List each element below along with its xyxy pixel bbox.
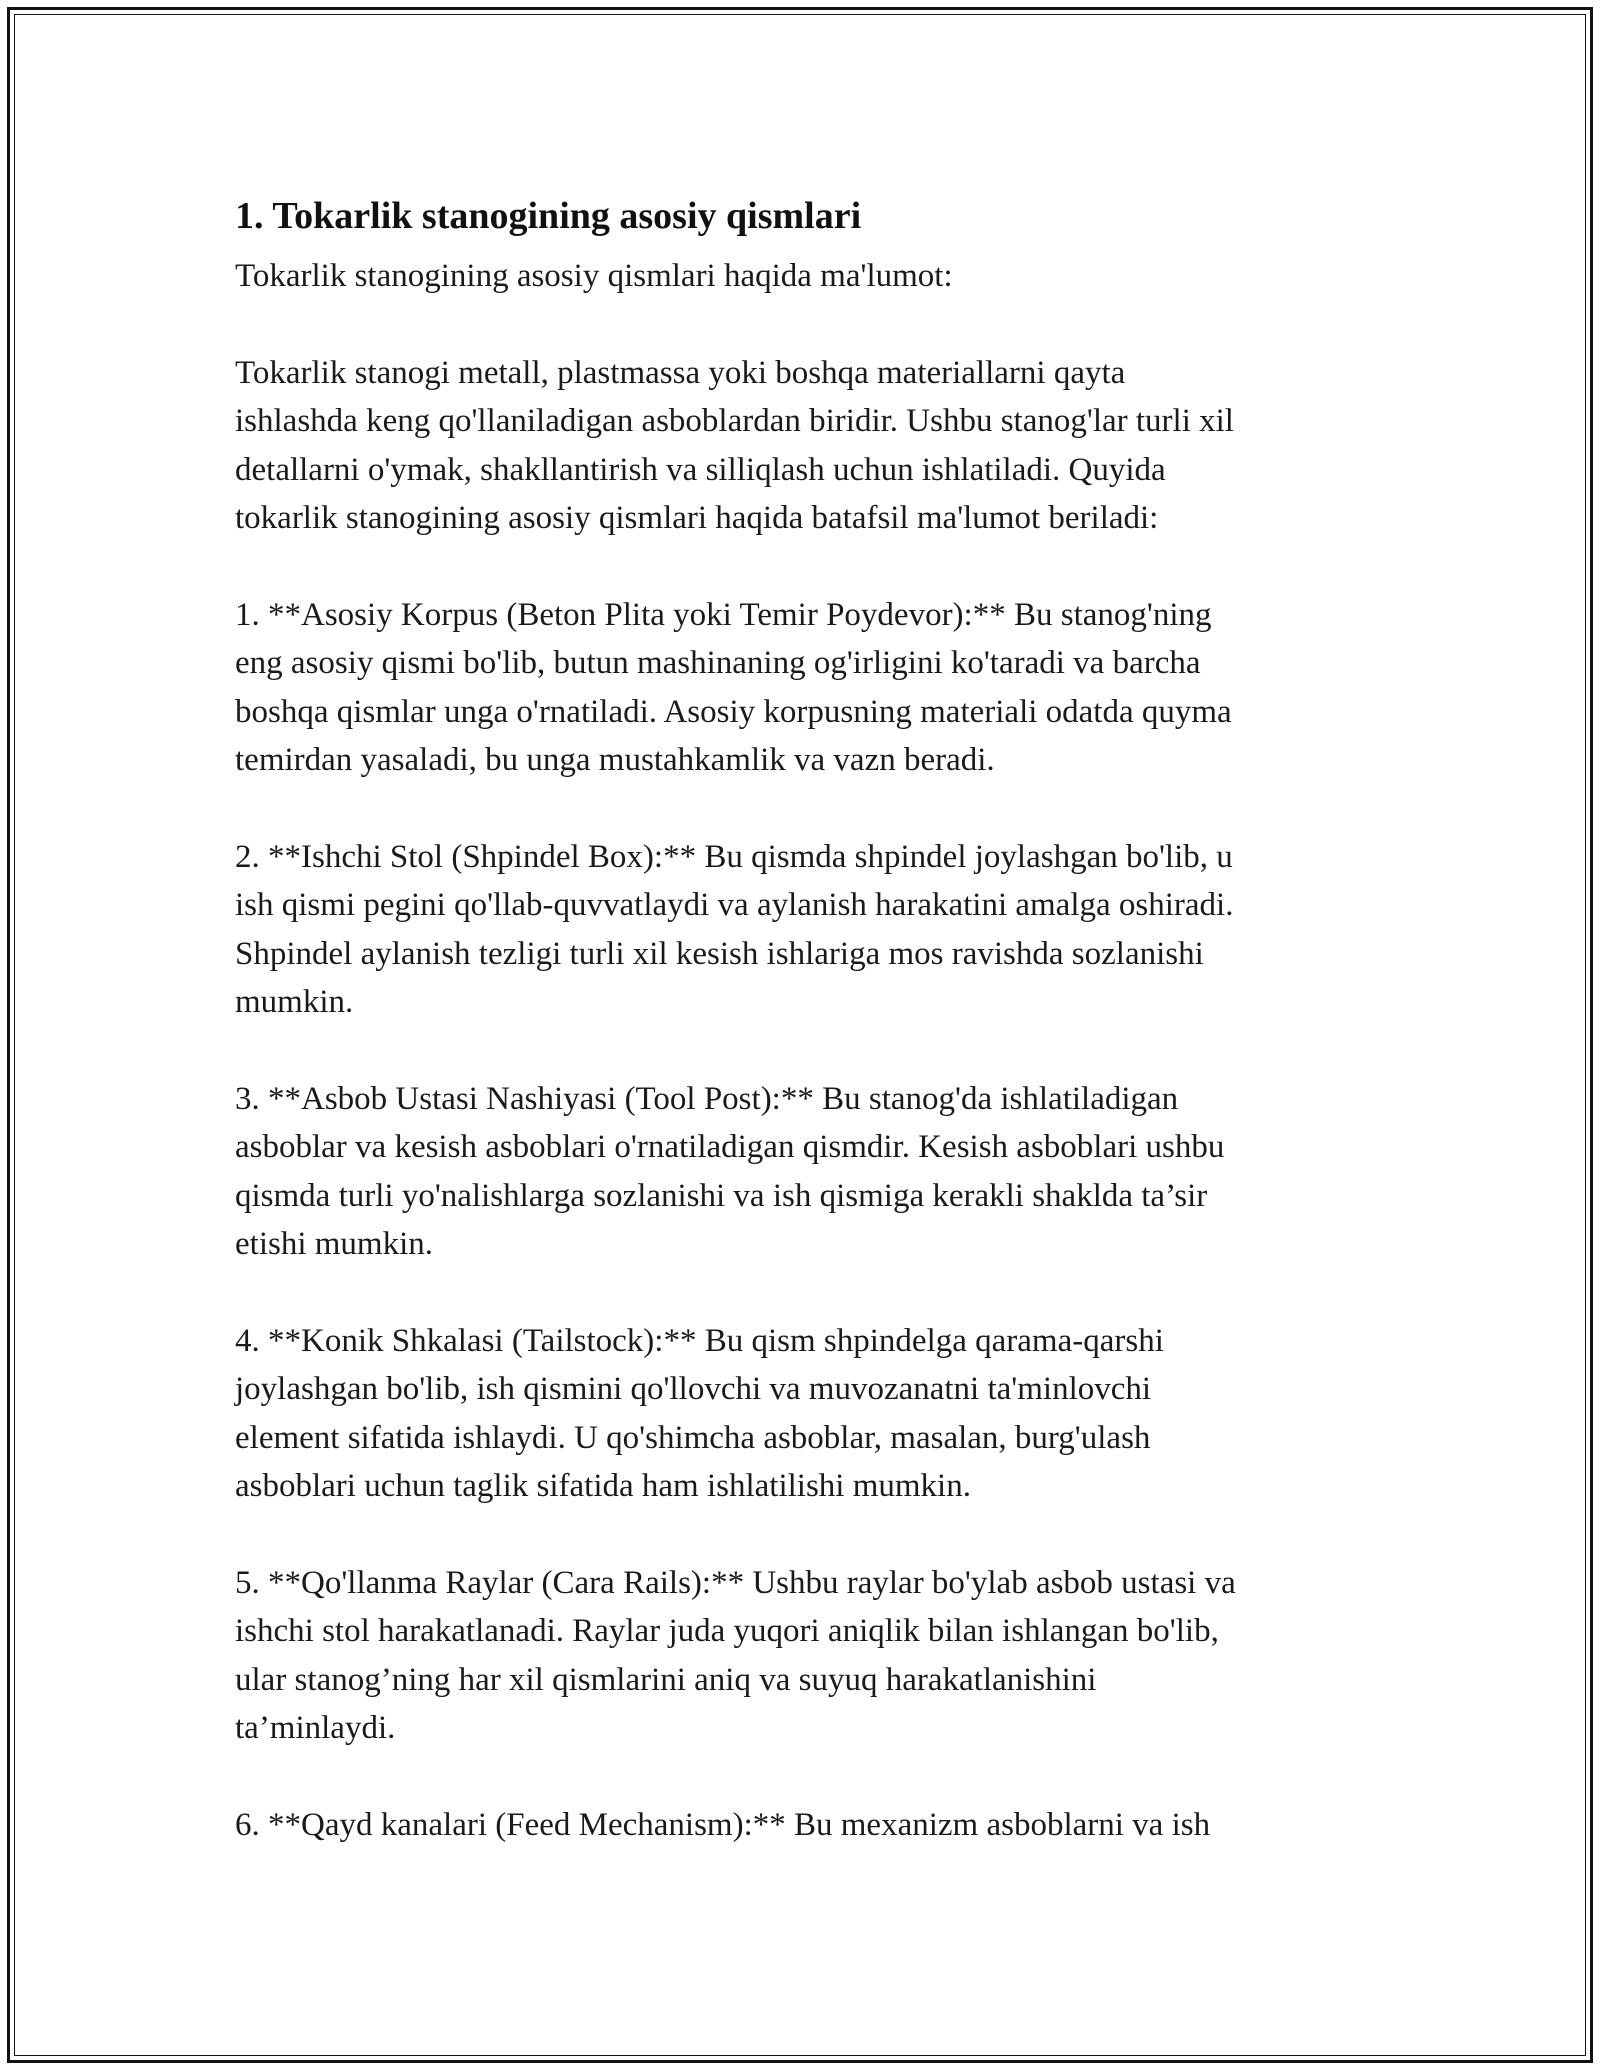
- blank-line: [235, 784, 1375, 832]
- intro-paragraph: Tokarlik stanogi metall, plastmassa yoki boshqa materiallarni qayta ishlashda keng qo'llaniladigan asboblardan biridir. Ushbu stanog'lar turli xil detallarni o'ymak, shakllantirish va silliqlash uchun ishlatiladi. Quyida tokarlik stanogining asosiy qismlari haqida batafsil ma'lumot beriladi:: [235, 354, 1234, 537]
- blank-line: [235, 1753, 1375, 1801]
- blank-line: [235, 300, 1375, 348]
- blank-line: [235, 1269, 1375, 1317]
- document-body: [235, 180, 1375, 1849]
- item-paragraph-6: 6. **Qayd kanalari (Feed Mechanism):** Bu mexanizm asboblarni va ish: [235, 1807, 1211, 1843]
- item-paragraph-3: 3. **Asbob Ustasi Nashiyasi (Tool Post):** Bu stanog'da ishlatiladigan asboblar va kesish asboblari o'rnatiladigan qismdir. Kesish asboblari ushbu qismda turli yo'nalishlarga sozlanishi va ish qismiga kerakli shaklda ta’sir etishi mumkin.: [235, 1080, 1225, 1263]
- item-paragraph-4: 4. **Konik Shkalasi (Tailstock):** Bu qism shpindelga qarama-qarshi joylashgan bo'lib, ish qismini qo'llovchi va muvozanatni ta'minlovchi element sifatida ishlaydi. U qo'shimcha asboblar, masalan, burg'ulash asboblari uchun taglik sifatida ham ishlatilishi mumkin.: [235, 1322, 1164, 1505]
- item-paragraph-1: 1. **Asosiy Korpus (Beton Plita yoki Temir Poydevor):** Bu stanog'ning eng asosiy qismi bo'lib, butun mashinaning og'irligini ko'taradi va barcha boshqa qismlar unga o'rnatiladi. Asosiy korpusning materiali odatda quyma temirdan yasaladi, bu unga mustahkamlik va vazn beradi.: [235, 596, 1232, 779]
- intro-line: Tokarlik stanogining asosiy qismlari haqida ma'lumot:: [235, 258, 953, 294]
- section-heading: 1. Tokarlik stanogining asosiy qismlari: [235, 195, 862, 237]
- blank-line: [235, 1511, 1375, 1559]
- item-paragraph-5: 5. **Qo'llanma Raylar (Cara Rails):** Ushbu raylar bo'ylab asbob ustasi va ishchi stol harakatlanadi. Raylar juda yuqori aniqlik bilan ishlangan bo'lib, ular stanog’ning har xil qismlarini aniq va suyuq harakatlanishini ta’minlaydi.: [235, 1564, 1236, 1747]
- item-paragraph-2: 2. **Ishchi Stol (Shpindel Box):** Bu qismda shpindel joylashgan bo'lib, u ish qismi pegini qo'llab-quvvatlaydi va aylanish harakatini amalga oshiradi. Shpindel aylanish tezligi turli xil kesish ishlariga mos ravishda sozlanishi mumkin.: [235, 838, 1234, 1021]
- blank-line: [235, 542, 1375, 590]
- blank-line: [235, 1027, 1375, 1075]
